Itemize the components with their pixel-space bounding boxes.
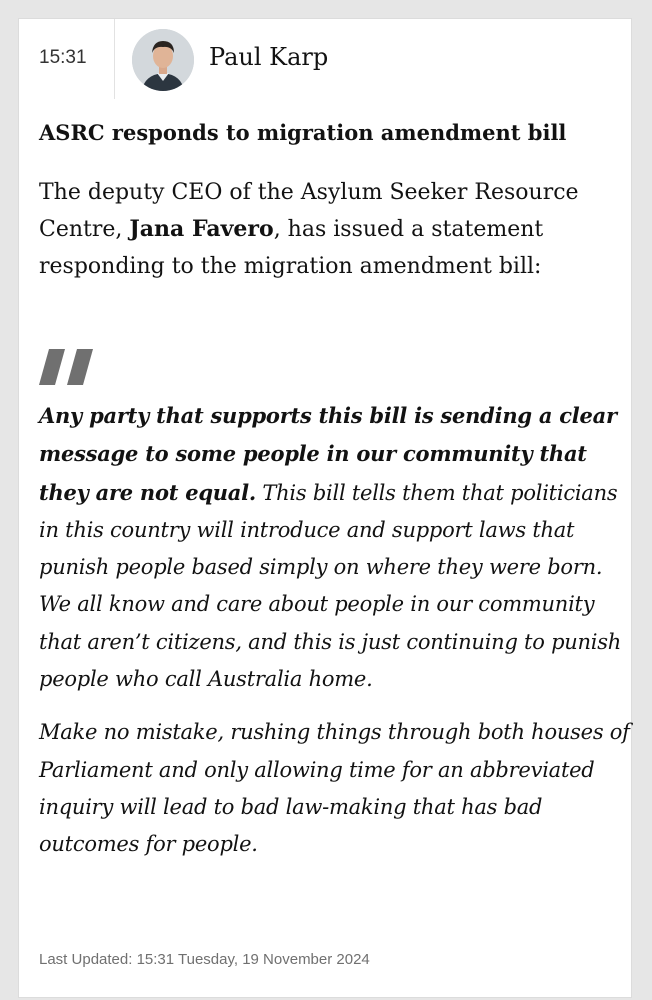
author-avatar[interactable] (132, 29, 194, 91)
post-headline: ASRC responds to migration amendment bill (39, 120, 567, 145)
liveblog-post-card (18, 18, 632, 998)
author-name[interactable]: Paul Karp (209, 43, 329, 71)
quote-icon (39, 349, 93, 385)
person-icon (132, 29, 194, 91)
header-divider (114, 19, 115, 99)
quote-paragraph-1 (39, 397, 633, 698)
post-intro (39, 174, 624, 285)
quote-bold-text: Any party that supports this bill is sending a clear message to some people in our community that they are not equal. (39, 403, 617, 505)
last-updated: Last Updated: 15:31 Tuesday, 19 November 2024 (39, 951, 370, 968)
post-time[interactable]: 15:31 (39, 47, 87, 68)
post-header (19, 19, 631, 99)
intro-text-1: The deputy CEO of the Asylum Seeker Resource Centre, (39, 180, 579, 242)
quote-paragraph-2: Make no mistake, rushing things through both houses of Parliament and only allowing time for an abbreviated inquiry will lead to bad law-making that has bad outcomes for people. (39, 720, 630, 857)
intro-text-2: , has issued a statement responding to the migration amendment bill: (39, 217, 544, 279)
quote-text: This bill tells them that politicians in this country will introduce and support laws that punish people based simply on where they were born. We all know and care about people in our community that aren’t citizens, and this is just continuing to punish people who call Australia home. (39, 480, 622, 692)
blockquote (39, 397, 633, 864)
intro-name: Jana Favero (129, 216, 274, 242)
